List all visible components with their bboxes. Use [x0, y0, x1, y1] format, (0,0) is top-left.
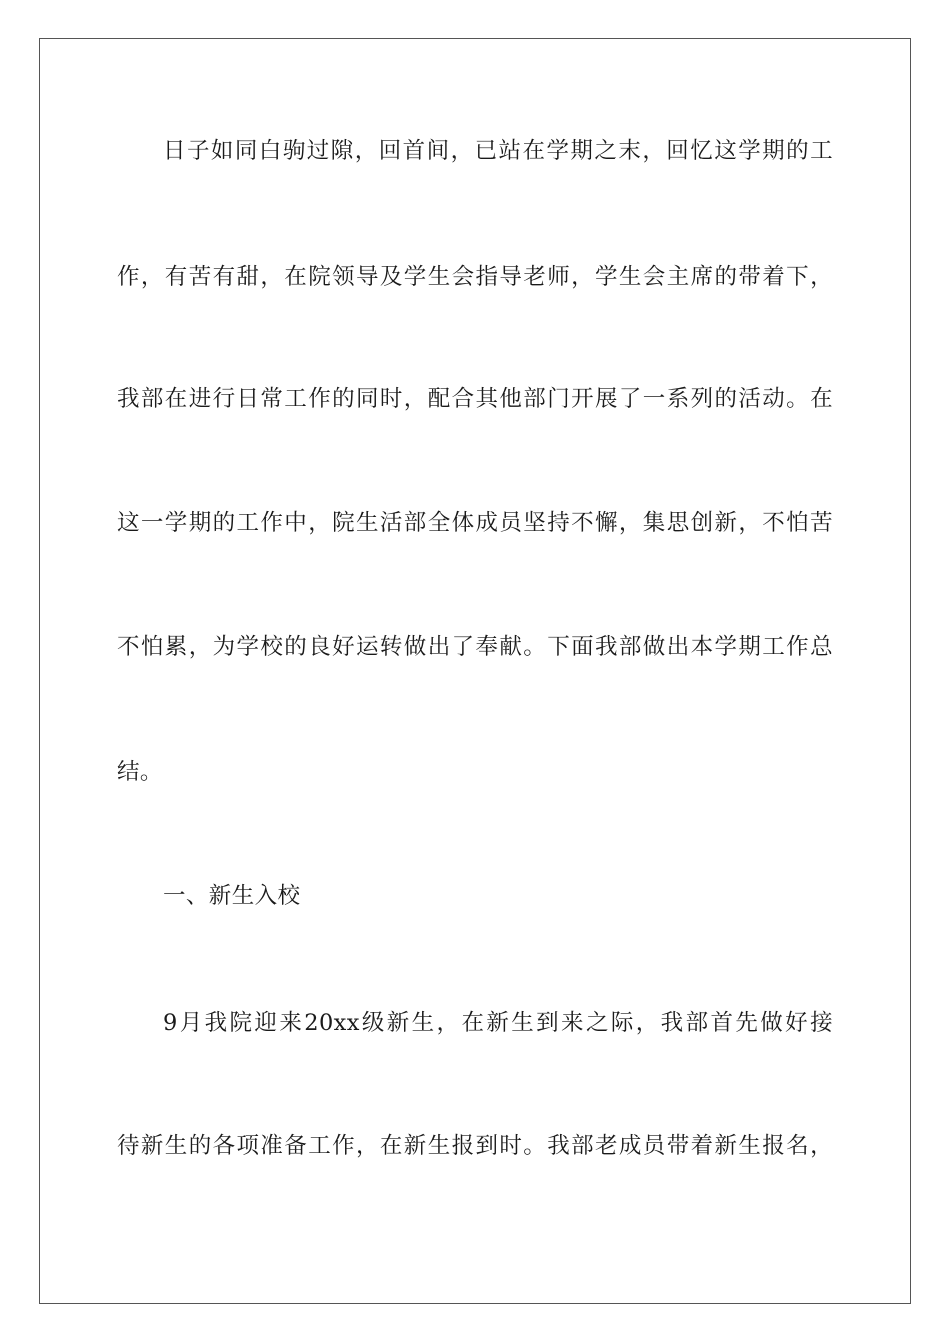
- paragraph-line: 我部在进行日常工作的同时，配合其他部门开展了一系列的活动。在: [117, 386, 833, 412]
- page-border: [39, 38, 911, 1304]
- paragraph-line: 不怕累，为学校的良好运转做出了奉献。下面我部做出本学期工作总: [117, 634, 833, 660]
- paragraph-line: 这一学期的工作中，院生活部全体成员坚持不懈，集思创新，不怕苦: [117, 510, 833, 536]
- paragraph-line: 日子如同白驹过隙，回首间，已站在学期之末，回忆这学期的工: [163, 138, 833, 164]
- paragraph-line: 待新生的各项准备工作，在新生报到时。我部老成员带着新生报名，: [117, 1133, 833, 1159]
- section-heading: 一、新生入校: [163, 883, 301, 909]
- paragraph-line: 作，有苦有甜，在院领导及学生会指导老师，学生会主席的带着下，: [117, 264, 833, 290]
- paragraph-line: 结。: [117, 759, 163, 785]
- paragraph-line: 9月我院迎来20xx级新生，在新生到来之际，我部首先做好接: [163, 1010, 833, 1036]
